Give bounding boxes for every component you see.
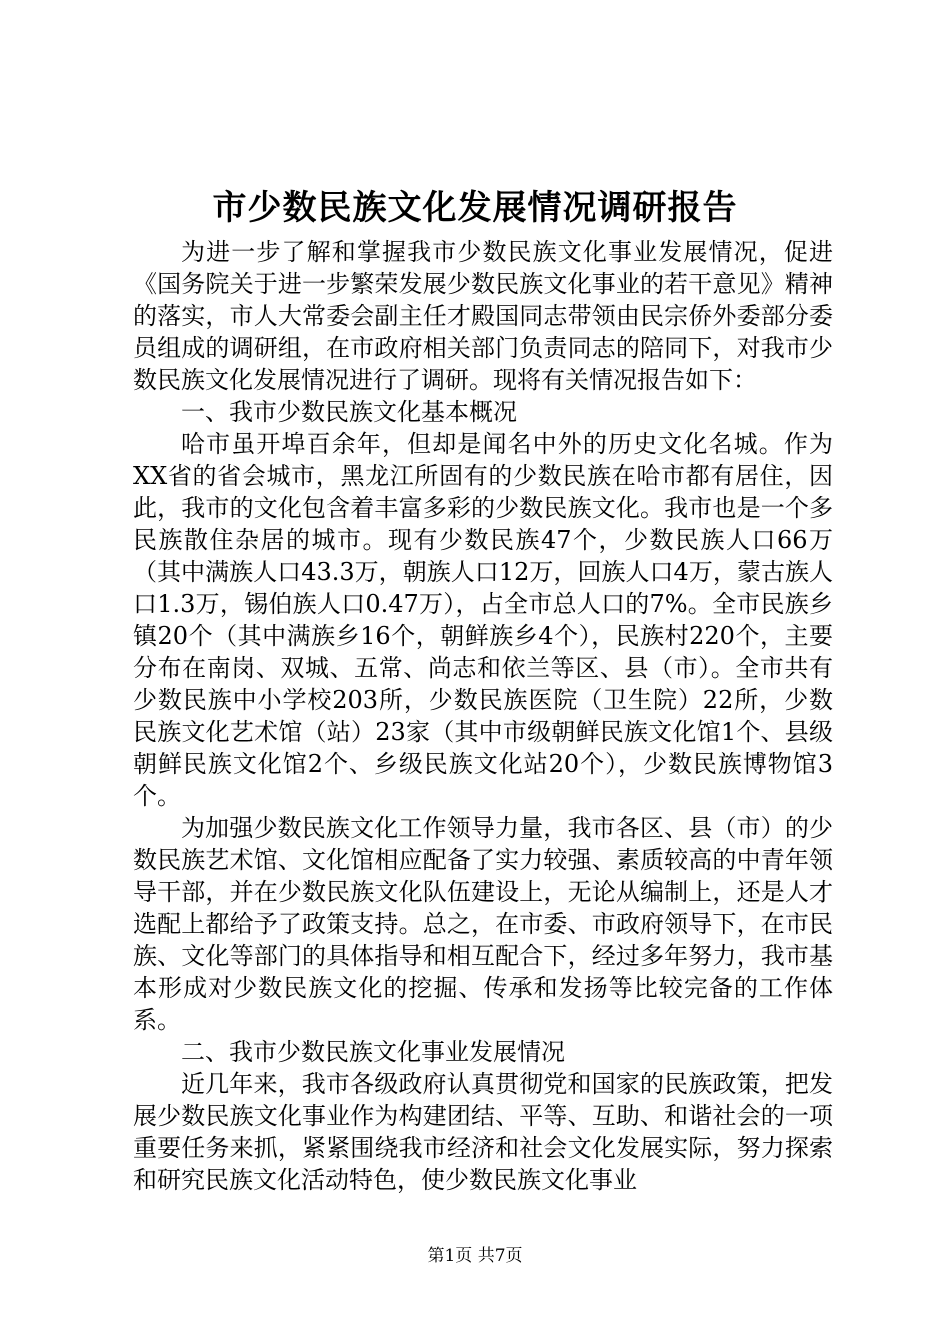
leadership-paragraph: 为加强少数民族文化工作领导力量，我市各区、县（市）的少数民族艺术馆、文化馆相应配备了实力较强、素质较高的中青年领导干部，并在少数民族文化队伍建设上，无论从编制上，还是人才选配上都给予了政策支持。总之，在市委、市政府领导下，在市民族、文化等部门的具体指导和相互配合下，经过多年努力，我市基本形成对少数民族文化的挖掘、传承和发扬等比较完备的工作体系。 xyxy=(133,814,833,1034)
document-body xyxy=(133,236,833,1196)
document-title: 市少数民族文化发展情况调研报告 xyxy=(212,188,738,228)
development-paragraph: 近几年来，我市各级政府认真贯彻党和国家的民族政策，把发展少数民族文化事业作为构建团结、平等、互助、和谐社会的一项重要任务来抓，紧紧围绕我市经济和社会文化发展实际，努力探索和研究民族文化活动特色，使少数民族文化事业 xyxy=(133,1070,833,1194)
page-number: 第1页 共7页 xyxy=(427,1246,523,1266)
section-heading-2: 二、我市少数民族文化事业发展情况 xyxy=(181,1038,565,1066)
overview-paragraph: 哈市虽开埠百余年，但却是闻名中外的历史文化名城。作为XX省的省会城市，黑龙江所固有的少数民族在哈市都有居住，因此，我市的文化包含着丰富多彩的少数民族文化。我市也是一个多民族散住杂居的城市。现有少数民族47个，少数民族人口66万（其中满族人口43.3万，朝族人口12万，回族人口4万，蒙古族人口1.3万，锡伯族人口0.47万），占全市总人口的7%。全市民族乡镇20个（其中满族乡16个，朝鲜族乡4个），民族村220个，主要分布在南岗、双城、五常、尚志和依兰等区、县（市）。全市共有少数民族中小学校203所，少数民族医院（卫生院）22所，少数民族文化艺术馆（站）23家（其中市级朝鲜民族文化馆1个、县级朝鲜民族文化馆2个、乡级民族文化站20个），少数民族博物馆3个。 xyxy=(133,430,833,810)
intro-paragraph: 为进一步了解和掌握我市少数民族文化事业发展情况，促进《国务院关于进一步繁荣发展少数民族文化事业的若干意见》精神的落实，市人大常委会副主任才殿国同志带领由民宗侨外委部分委员组成的调研组，在市政府相关部门负责同志的陪同下，对我市少数民族文化发展情况进行了调研。现将有关情况报告如下： xyxy=(133,238,833,394)
section-heading-1: 一、我市少数民族文化基本概况 xyxy=(181,398,517,426)
